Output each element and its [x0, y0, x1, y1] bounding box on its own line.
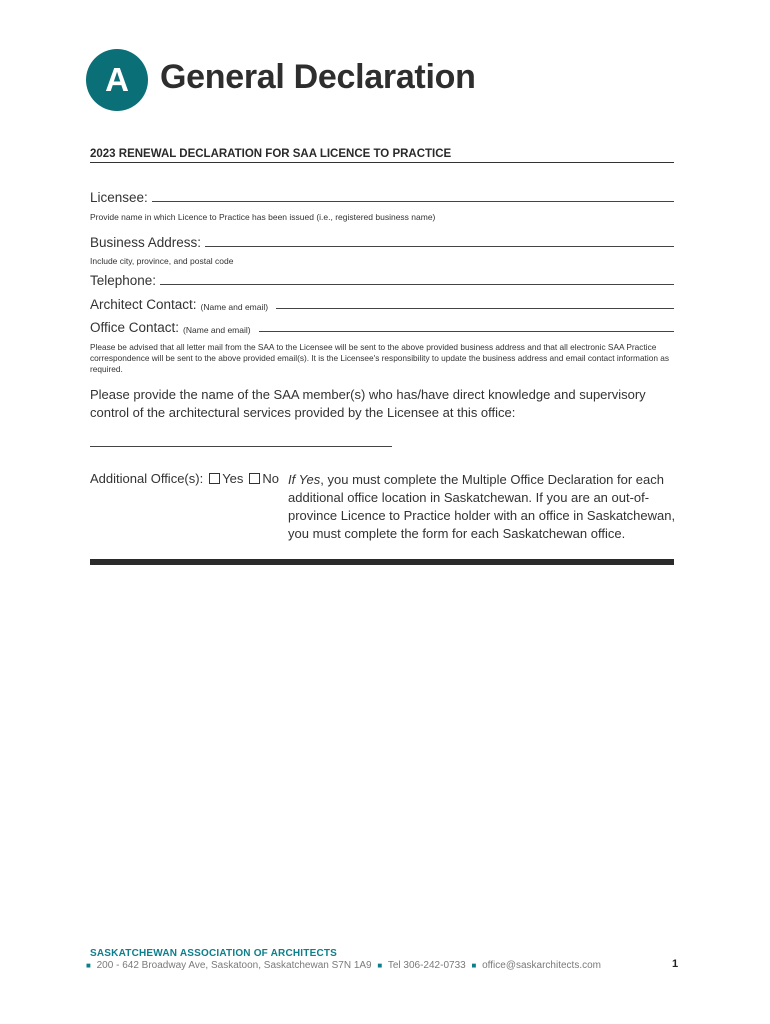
- section-divider: [90, 559, 674, 565]
- business-address-input-line[interactable]: [205, 246, 674, 247]
- correspondence-notice: Please be advised that all letter mail from the SAA to the Licensee will be sent to the above provided business address and that all electronic SAA Practice correspondence will be sent to the above provided email(s). It is the Licensee's responsibility to update the business address and email contact information as required.: [90, 342, 669, 374]
- telephone-label: Telephone:: [90, 273, 157, 288]
- additional-offices-label: Additional Office(s):: [90, 471, 204, 486]
- office-contact-hint: (Name and email): [183, 325, 251, 335]
- footer-tel: Tel 306-242-0733: [387, 960, 466, 971]
- no-label: No: [262, 471, 280, 486]
- additional-offices-row: [90, 471, 279, 486]
- office-contact-field[interactable]: [90, 320, 674, 335]
- footer-organization: SASKATCHEWAN ASSOCIATION OF ARCHITECTS: [90, 948, 338, 959]
- business-address-label: Business Address:: [90, 235, 202, 250]
- footer-email[interactable]: office@saskarchitects.com: [482, 960, 602, 971]
- bullet-icon: ■: [377, 961, 383, 970]
- office-contact-label: Office Contact:: [90, 320, 180, 335]
- office-contact-input-line[interactable]: [259, 331, 674, 332]
- footer-contact-line: [83, 960, 601, 971]
- note-if-yes: If Yes: [288, 472, 321, 487]
- page-number: 1: [672, 958, 679, 970]
- page-title: General Declaration: [160, 58, 476, 96]
- architect-contact-hint: (Name and email): [200, 302, 269, 312]
- supervisory-question: Please provide the name of the SAA member(s) who has/have direct knowledge and supervisory control of the architectural services provided by the Licensee at this office:: [90, 387, 646, 420]
- supervisory-answer-line[interactable]: [90, 446, 392, 447]
- note-body: , you must complete the Multiple Office Declaration for each additional office location in Saskatchewan. If you are an out-of-province Licence to Practice holder with an office in Saskatchewan, you must complete the form for each Saskatchewan office.: [288, 472, 676, 541]
- bullet-icon: ■: [471, 961, 477, 970]
- licensee-label: Licensee:: [90, 190, 148, 205]
- yes-label: Yes: [222, 471, 244, 486]
- licensee-input-line[interactable]: [152, 201, 674, 202]
- architect-contact-field[interactable]: [90, 297, 674, 312]
- telephone-field[interactable]: [90, 273, 674, 288]
- architect-contact-label: Architect Contact:: [90, 297, 197, 312]
- business-address-hint: Include city, province, and postal code: [90, 256, 234, 266]
- business-address-field[interactable]: [90, 235, 674, 250]
- licensee-hint: Provide name in which Licence to Practice has been issued (i.e., registered business name): [90, 212, 436, 222]
- no-checkbox[interactable]: [249, 473, 260, 484]
- footer-address: 200 - 642 Broadway Ave, Saskatoon, Saskatchewan S7N 1A9: [96, 960, 372, 971]
- bullet-icon: ■: [86, 961, 91, 970]
- architect-contact-input-line[interactable]: [276, 308, 674, 309]
- form-subheading: 2023 RENEWAL DECLARATION FOR SAA LICENCE TO PRACTICE: [90, 148, 674, 163]
- licensee-field[interactable]: [90, 190, 674, 205]
- additional-offices-note: [288, 471, 680, 543]
- telephone-input-line[interactable]: [160, 284, 674, 285]
- yes-checkbox[interactable]: [209, 473, 220, 484]
- section-badge: A: [86, 49, 148, 111]
